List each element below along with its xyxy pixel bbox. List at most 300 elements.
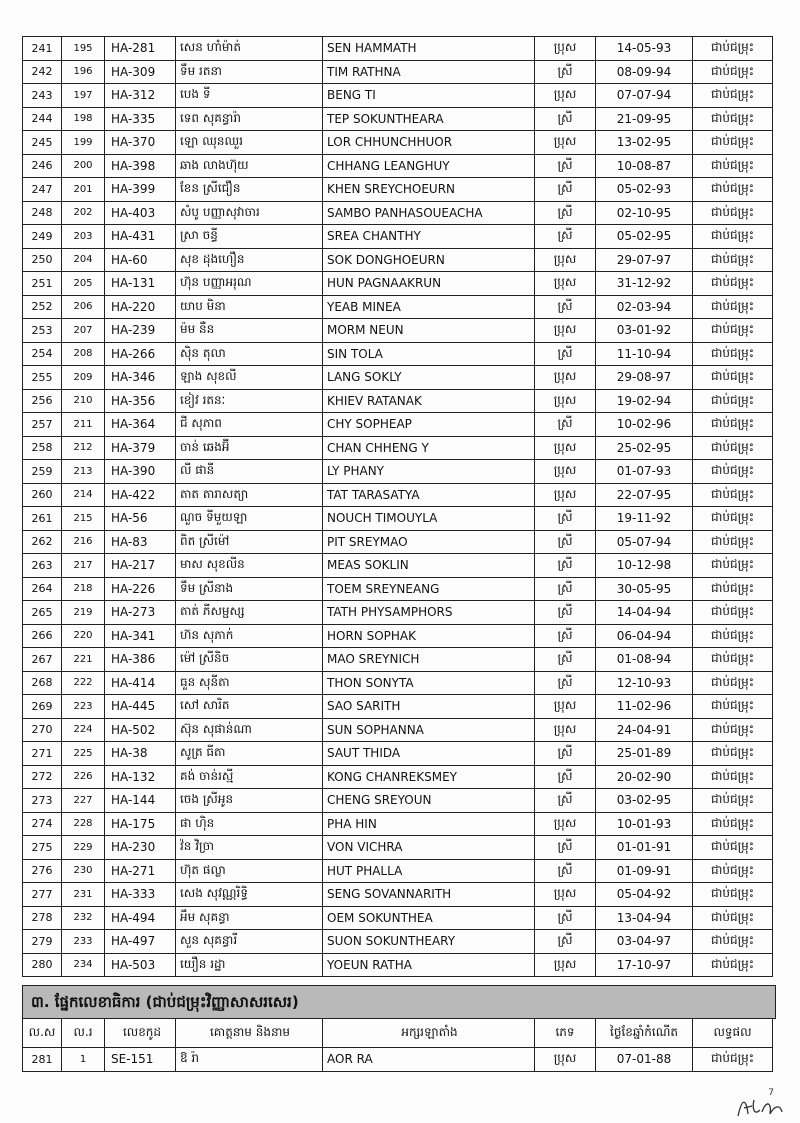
table-row: [23, 624, 773, 648]
order-number-cell: 281: [23, 1048, 62, 1072]
khmer-name-cell: តាត់ ភីសម្ផស្ស: [176, 601, 323, 625]
latin-name-cell: SAUT THIDA: [323, 742, 535, 766]
result-cell: ជាប់ជម្រុះ: [693, 483, 773, 507]
result-cell: ជាប់ជម្រុះ: [693, 742, 773, 766]
order-number-cell: 269: [23, 695, 62, 719]
date-of-birth-cell: 10-08-87: [596, 154, 693, 178]
latin-name-cell: PIT SREYMAO: [323, 530, 535, 554]
order-number-cell: 278: [23, 906, 62, 930]
order-number-cell: 248: [23, 201, 62, 225]
sub-number-cell: 203: [62, 225, 105, 249]
sub-number-cell: 225: [62, 742, 105, 766]
table-row: [23, 154, 773, 178]
order-number-cell: 259: [23, 460, 62, 484]
candidate-code-cell: SE-151: [105, 1048, 176, 1072]
khmer-name-cell: ស្រា ចន្ធី: [176, 225, 323, 249]
secretariat-results-table: [22, 1018, 773, 1072]
order-number-cell: 256: [23, 389, 62, 413]
candidate-code-cell: HA-502: [105, 718, 176, 742]
latin-name-cell: YEAB MINEA: [323, 295, 535, 319]
khmer-name-cell: ពិត ស្រីម៉ៅ: [176, 530, 323, 554]
sub-number-cell: 232: [62, 906, 105, 930]
latin-name-cell: LANG SOKLY: [323, 366, 535, 390]
sub-number-cell: 233: [62, 930, 105, 954]
table-row: [23, 483, 773, 507]
table-row: [23, 60, 773, 84]
khmer-name-cell: យាប មិនា: [176, 295, 323, 319]
date-of-birth-cell: 03-01-92: [596, 319, 693, 343]
sub-number-cell: 205: [62, 272, 105, 296]
order-number-cell: 279: [23, 930, 62, 954]
candidate-code-cell: HA-341: [105, 624, 176, 648]
result-cell: ជាប់ជម្រុះ: [693, 577, 773, 601]
table-row: [23, 648, 773, 672]
khmer-name-cell: ស៊ុន សុផាន់ណា: [176, 718, 323, 742]
result-cell: ជាប់ជម្រុះ: [693, 178, 773, 202]
sex-cell: ស្រី: [535, 601, 596, 625]
khmer-name-cell: ចេង ស្រីអូន: [176, 789, 323, 813]
table-row: [23, 601, 773, 625]
candidate-code-cell: HA-132: [105, 765, 176, 789]
date-of-birth-cell: 03-02-95: [596, 789, 693, 813]
order-number-cell: 274: [23, 812, 62, 836]
result-cell: ជាប់ជម្រុះ: [693, 530, 773, 554]
date-of-birth-cell: 05-02-95: [596, 225, 693, 249]
date-of-birth-cell: 14-05-93: [596, 37, 693, 61]
date-of-birth-cell: 30-05-95: [596, 577, 693, 601]
candidate-code-cell: HA-220: [105, 295, 176, 319]
sex-cell: ស្រី: [535, 107, 596, 131]
table-row: [23, 366, 773, 390]
latin-name-cell: SEN HAMMATH: [323, 37, 535, 61]
sex-cell: ស្រី: [535, 295, 596, 319]
result-cell: ជាប់ជម្រុះ: [693, 953, 773, 977]
date-of-birth-cell: 20-02-90: [596, 765, 693, 789]
sex-cell: ស្រី: [535, 342, 596, 366]
order-number-cell: 252: [23, 295, 62, 319]
date-of-birth-cell: 25-02-95: [596, 436, 693, 460]
order-number-cell: 277: [23, 883, 62, 907]
sub-number-cell: 212: [62, 436, 105, 460]
candidate-code-cell: HA-309: [105, 60, 176, 84]
order-number-cell: 250: [23, 248, 62, 272]
table-row: [23, 295, 773, 319]
sub-number-cell: 224: [62, 718, 105, 742]
latin-name-cell: HORN SOPHAK: [323, 624, 535, 648]
khmer-name-cell: យឿន រដ្ឋា: [176, 953, 323, 977]
sub-number-cell: 226: [62, 765, 105, 789]
candidate-code-cell: HA-497: [105, 930, 176, 954]
date-of-birth-cell: 01-01-91: [596, 836, 693, 860]
table-row: [23, 37, 773, 61]
table-row: [23, 906, 773, 930]
candidate-code-cell: HA-83: [105, 530, 176, 554]
table-row: [23, 953, 773, 977]
khmer-name-cell: ស៊ិន តុលា: [176, 342, 323, 366]
khmer-name-cell: ឆាង លាងហ៊ុយ: [176, 154, 323, 178]
latin-name-cell: LY PHANY: [323, 460, 535, 484]
table-row: [23, 530, 773, 554]
khmer-name-cell: ឱ រ៉ា: [176, 1048, 323, 1072]
sex-cell: ស្រី: [535, 413, 596, 437]
order-number-cell: 253: [23, 319, 62, 343]
order-number-cell: 260: [23, 483, 62, 507]
date-of-birth-cell: 21-09-95: [596, 107, 693, 131]
date-of-birth-cell: 22-07-95: [596, 483, 693, 507]
order-number-cell: 241: [23, 37, 62, 61]
candidate-code-cell: HA-364: [105, 413, 176, 437]
latin-name-cell: YOEUN RATHA: [323, 953, 535, 977]
date-of-birth-cell: 10-12-98: [596, 554, 693, 578]
date-of-birth-cell: 01-07-93: [596, 460, 693, 484]
khmer-name-cell: ឡោ ឈុនឈួរ: [176, 131, 323, 155]
header-date-of-birth: ថ្ងៃខែឆ្នាំកំណើត: [596, 1019, 693, 1048]
order-number-cell: 267: [23, 648, 62, 672]
latin-name-cell: VON VICHRA: [323, 836, 535, 860]
candidate-code-cell: HA-230: [105, 836, 176, 860]
table-row: [23, 742, 773, 766]
latin-name-cell: OEM SOKUNTHEA: [323, 906, 535, 930]
sex-cell: ប្រុស: [535, 460, 596, 484]
candidate-code-cell: HA-370: [105, 131, 176, 155]
latin-name-cell: CHHANG LEANGHUY: [323, 154, 535, 178]
khmer-name-cell: សូត្រ ធីតា: [176, 742, 323, 766]
latin-name-cell: KHIEV RATANAK: [323, 389, 535, 413]
sub-number-cell: 214: [62, 483, 105, 507]
sub-number-cell: 199: [62, 131, 105, 155]
candidate-code-cell: HA-217: [105, 554, 176, 578]
result-cell: ជាប់ជម្រុះ: [693, 60, 773, 84]
latin-name-cell: HUT PHALLA: [323, 859, 535, 883]
result-cell: ជាប់ជម្រុះ: [693, 624, 773, 648]
result-cell: ជាប់ជម្រុះ: [693, 812, 773, 836]
khmer-name-cell: អឹម សុគន្ធា: [176, 906, 323, 930]
sub-number-cell: 213: [62, 460, 105, 484]
order-number-cell: 254: [23, 342, 62, 366]
date-of-birth-cell: 05-02-93: [596, 178, 693, 202]
date-of-birth-cell: 06-04-94: [596, 624, 693, 648]
sex-cell: ស្រី: [535, 60, 596, 84]
candidate-code-cell: HA-399: [105, 178, 176, 202]
order-number-cell: 262: [23, 530, 62, 554]
sub-number-cell: 207: [62, 319, 105, 343]
khmer-name-cell: បេង ទី: [176, 84, 323, 108]
latin-name-cell: MAO SREYNICH: [323, 648, 535, 672]
latin-name-cell: HUN PAGNAAKRUN: [323, 272, 535, 296]
result-cell: ជាប់ជម្រុះ: [693, 718, 773, 742]
khmer-name-cell: ជី សុភាព: [176, 413, 323, 437]
table-row: [23, 272, 773, 296]
table-row: [23, 225, 773, 249]
sex-cell: ស្រី: [535, 742, 596, 766]
candidate-code-cell: HA-431: [105, 225, 176, 249]
latin-name-cell: SAMBO PANHASOUEACHA: [323, 201, 535, 225]
candidate-code-cell: HA-175: [105, 812, 176, 836]
latin-name-cell: CHY SOPHEAP: [323, 413, 535, 437]
result-cell: ជាប់ជម្រុះ: [693, 460, 773, 484]
result-cell: ជាប់ជម្រុះ: [693, 154, 773, 178]
sex-cell: ស្រី: [535, 178, 596, 202]
header-sub-number: ល.រ: [62, 1019, 105, 1048]
date-of-birth-cell: 25-01-89: [596, 742, 693, 766]
khmer-name-cell: វ៉ន វិច្រា: [176, 836, 323, 860]
table-row: [23, 718, 773, 742]
date-of-birth-cell: 11-02-96: [596, 695, 693, 719]
sex-cell: ប្រុស: [535, 389, 596, 413]
khmer-name-cell: ម៉ៅ ស្រីនិច: [176, 648, 323, 672]
sex-cell: ស្រី: [535, 577, 596, 601]
latin-name-cell: SAO SARITH: [323, 695, 535, 719]
latin-name-cell: CHAN CHHENG Y: [323, 436, 535, 460]
khmer-name-cell: ផា ហ៊ិន: [176, 812, 323, 836]
sub-number-cell: 206: [62, 295, 105, 319]
date-of-birth-cell: 07-01-88: [596, 1048, 693, 1072]
candidate-code-cell: HA-422: [105, 483, 176, 507]
candidate-code-cell: HA-346: [105, 366, 176, 390]
result-cell: ជាប់ជម្រុះ: [693, 342, 773, 366]
sex-cell: ស្រី: [535, 554, 596, 578]
order-number-cell: 245: [23, 131, 62, 155]
header-sex: ភេទ: [535, 1019, 596, 1048]
sex-cell: ស្រី: [535, 789, 596, 813]
date-of-birth-cell: 11-10-94: [596, 342, 693, 366]
candidate-code-cell: HA-398: [105, 154, 176, 178]
sub-number-cell: 217: [62, 554, 105, 578]
table-row: [23, 201, 773, 225]
sex-cell: ប្រុស: [535, 436, 596, 460]
sex-cell: ស្រី: [535, 930, 596, 954]
latin-name-cell: SUN SOPHANNA: [323, 718, 535, 742]
date-of-birth-cell: 02-10-95: [596, 201, 693, 225]
result-cell: ជាប់ជម្រុះ: [693, 906, 773, 930]
result-cell: ជាប់ជម្រុះ: [693, 107, 773, 131]
sex-cell: ស្រី: [535, 530, 596, 554]
section-heading-secretariat: ៣. ផ្នែកលេខាធិការ (ជាប់ជម្រុះវិញ្ញាសាសរសេរ): [22, 985, 776, 1019]
sub-number-cell: 202: [62, 201, 105, 225]
result-cell: ជាប់ជម្រុះ: [693, 695, 773, 719]
date-of-birth-cell: 17-10-97: [596, 953, 693, 977]
latin-name-cell: AOR RA: [323, 1048, 535, 1072]
khmer-name-cell: សំបូ បញ្ញាសុវាចារ: [176, 201, 323, 225]
header-code: លេខកូដ: [105, 1019, 176, 1048]
result-cell: ជាប់ជម្រុះ: [693, 272, 773, 296]
order-number-cell: 268: [23, 671, 62, 695]
result-cell: ជាប់ជម្រុះ: [693, 507, 773, 531]
result-cell: ជាប់ជម្រុះ: [693, 836, 773, 860]
date-of-birth-cell: 01-09-91: [596, 859, 693, 883]
order-number-cell: 251: [23, 272, 62, 296]
latin-name-cell: MORM NEUN: [323, 319, 535, 343]
candidate-code-cell: HA-38: [105, 742, 176, 766]
order-number-cell: 264: [23, 577, 62, 601]
candidate-code-cell: HA-239: [105, 319, 176, 343]
candidate-code-cell: HA-226: [105, 577, 176, 601]
result-cell: ជាប់ជម្រុះ: [693, 1048, 773, 1072]
khmer-name-cell: សេង សុវណ្ណរិទ្ធិ: [176, 883, 323, 907]
date-of-birth-cell: 10-01-93: [596, 812, 693, 836]
candidate-code-cell: HA-403: [105, 201, 176, 225]
result-cell: ជាប់ជម្រុះ: [693, 648, 773, 672]
latin-name-cell: KONG CHANREKSMEY: [323, 765, 535, 789]
table-row: [23, 859, 773, 883]
khmer-name-cell: ហ៊ុត ផល្លា: [176, 859, 323, 883]
sex-cell: ប្រុស: [535, 883, 596, 907]
khmer-name-cell: ទឹម រតនា: [176, 60, 323, 84]
table-row: [23, 460, 773, 484]
khmer-name-cell: ខែន ស្រីជឿន: [176, 178, 323, 202]
candidate-results-table-body: [23, 37, 773, 977]
date-of-birth-cell: 05-07-94: [596, 530, 693, 554]
order-number-cell: 263: [23, 554, 62, 578]
table-row: [23, 789, 773, 813]
date-of-birth-cell: 08-09-94: [596, 60, 693, 84]
header-result: លទ្ធផល: [693, 1019, 773, 1048]
sub-number-cell: 221: [62, 648, 105, 672]
date-of-birth-cell: 29-07-97: [596, 248, 693, 272]
sub-number-cell: 198: [62, 107, 105, 131]
table-row: [23, 389, 773, 413]
sex-cell: ស្រី: [535, 154, 596, 178]
khmer-name-cell: ខៀវ រតនៈ: [176, 389, 323, 413]
latin-name-cell: SIN TOLA: [323, 342, 535, 366]
khmer-name-cell: មាស សុខលីន: [176, 554, 323, 578]
result-cell: ជាប់ជម្រុះ: [693, 413, 773, 437]
order-number-cell: 243: [23, 84, 62, 108]
table-row: [23, 695, 773, 719]
sex-cell: ប្រុស: [535, 718, 596, 742]
khmer-name-cell: ឡាង សុខលី: [176, 366, 323, 390]
table-row: [23, 671, 773, 695]
khmer-name-cell: សួន សុគន្ធារី: [176, 930, 323, 954]
sex-cell: ប្រុស: [535, 84, 596, 108]
table-row: [23, 178, 773, 202]
sex-cell: ស្រី: [535, 836, 596, 860]
latin-name-cell: LOR CHHUNCHHUOR: [323, 131, 535, 155]
header-order-number: ល.ស: [23, 1019, 62, 1048]
order-number-cell: 247: [23, 178, 62, 202]
sub-number-cell: 204: [62, 248, 105, 272]
latin-name-cell: THON SONYTA: [323, 671, 535, 695]
sex-cell: ស្រី: [535, 671, 596, 695]
sex-cell: ប្រុស: [535, 953, 596, 977]
candidate-code-cell: HA-273: [105, 601, 176, 625]
sex-cell: ប្រុស: [535, 483, 596, 507]
sex-cell: ប្រុស: [535, 131, 596, 155]
latin-name-cell: TIM RATHNA: [323, 60, 535, 84]
sub-number-cell: 201: [62, 178, 105, 202]
candidate-code-cell: HA-445: [105, 695, 176, 719]
result-cell: ជាប់ជម្រុះ: [693, 601, 773, 625]
date-of-birth-cell: 10-02-96: [596, 413, 693, 437]
latin-name-cell: NOUCH TIMOUYLA: [323, 507, 535, 531]
sex-cell: ស្រី: [535, 859, 596, 883]
latin-name-cell: PHA HIN: [323, 812, 535, 836]
sex-cell: ស្រី: [535, 906, 596, 930]
sub-number-cell: 210: [62, 389, 105, 413]
candidate-code-cell: HA-271: [105, 859, 176, 883]
sub-number-cell: 197: [62, 84, 105, 108]
sex-cell: ស្រី: [535, 201, 596, 225]
khmer-name-cell: ទឹម ស្រីនាង: [176, 577, 323, 601]
sub-number-cell: 227: [62, 789, 105, 813]
date-of-birth-cell: 05-04-92: [596, 883, 693, 907]
result-cell: ជាប់ជម្រុះ: [693, 930, 773, 954]
order-number-cell: 261: [23, 507, 62, 531]
sex-cell: ស្រី: [535, 765, 596, 789]
khmer-name-cell: ទេព សុគន្ធារ៉ា: [176, 107, 323, 131]
sub-number-cell: 230: [62, 859, 105, 883]
sub-number-cell: 223: [62, 695, 105, 719]
result-cell: ជាប់ជម្រុះ: [693, 789, 773, 813]
khmer-name-cell: ចាន់ ឆេងអ៊ី: [176, 436, 323, 460]
date-of-birth-cell: 01-08-94: [596, 648, 693, 672]
date-of-birth-cell: 31-12-92: [596, 272, 693, 296]
sub-number-cell: 219: [62, 601, 105, 625]
table-row: [23, 577, 773, 601]
table-row: [23, 930, 773, 954]
candidate-code-cell: HA-56: [105, 507, 176, 531]
sex-cell: ស្រី: [535, 624, 596, 648]
sub-number-cell: 196: [62, 60, 105, 84]
sub-number-cell: 222: [62, 671, 105, 695]
result-cell: ជាប់ជម្រុះ: [693, 225, 773, 249]
date-of-birth-cell: 29-08-97: [596, 366, 693, 390]
date-of-birth-cell: 02-03-94: [596, 295, 693, 319]
latin-name-cell: TATH PHYSAMPHORS: [323, 601, 535, 625]
candidate-code-cell: HA-494: [105, 906, 176, 930]
result-cell: ជាប់ជម្រុះ: [693, 436, 773, 460]
table-header-row: [23, 1019, 773, 1048]
khmer-name-cell: ធួន សុនីតា: [176, 671, 323, 695]
sub-number-cell: 209: [62, 366, 105, 390]
khmer-name-cell: ហ៊ន សុភាក់: [176, 624, 323, 648]
latin-name-cell: MEAS SOKLIN: [323, 554, 535, 578]
order-number-cell: 280: [23, 953, 62, 977]
candidate-code-cell: HA-503: [105, 953, 176, 977]
khmer-name-cell: សៅ សារិត: [176, 695, 323, 719]
sub-number-cell: 200: [62, 154, 105, 178]
sub-number-cell: 216: [62, 530, 105, 554]
sex-cell: ប្រុស: [535, 366, 596, 390]
result-cell: ជាប់ជម្រុះ: [693, 131, 773, 155]
result-cell: ជាប់ជម្រុះ: [693, 366, 773, 390]
sub-number-cell: 218: [62, 577, 105, 601]
sex-cell: ប្រុស: [535, 37, 596, 61]
order-number-cell: 271: [23, 742, 62, 766]
order-number-cell: 275: [23, 836, 62, 860]
table-row: [23, 436, 773, 460]
signature-initials: [732, 1092, 786, 1122]
sex-cell: ប្រុស: [535, 1048, 596, 1072]
result-cell: ជាប់ជម្រុះ: [693, 201, 773, 225]
order-number-cell: 257: [23, 413, 62, 437]
sex-cell: ប្រុស: [535, 248, 596, 272]
khmer-name-cell: ម៉ម នឺន: [176, 319, 323, 343]
latin-name-cell: SREA CHANTHY: [323, 225, 535, 249]
latin-name-cell: SUON SOKUNTHEARY: [323, 930, 535, 954]
result-cell: ជាប់ជម្រុះ: [693, 248, 773, 272]
sub-number-cell: 211: [62, 413, 105, 437]
header-latin-name: អក្សរឡាតាំង: [323, 1019, 535, 1048]
candidate-code-cell: HA-333: [105, 883, 176, 907]
candidate-code-cell: HA-144: [105, 789, 176, 813]
table-row: [23, 84, 773, 108]
khmer-name-cell: សេន ហាំម៉ាត់: [176, 37, 323, 61]
order-number-cell: 246: [23, 154, 62, 178]
latin-name-cell: SENG SOVANNARITH: [323, 883, 535, 907]
candidate-code-cell: HA-60: [105, 248, 176, 272]
date-of-birth-cell: 03-04-97: [596, 930, 693, 954]
